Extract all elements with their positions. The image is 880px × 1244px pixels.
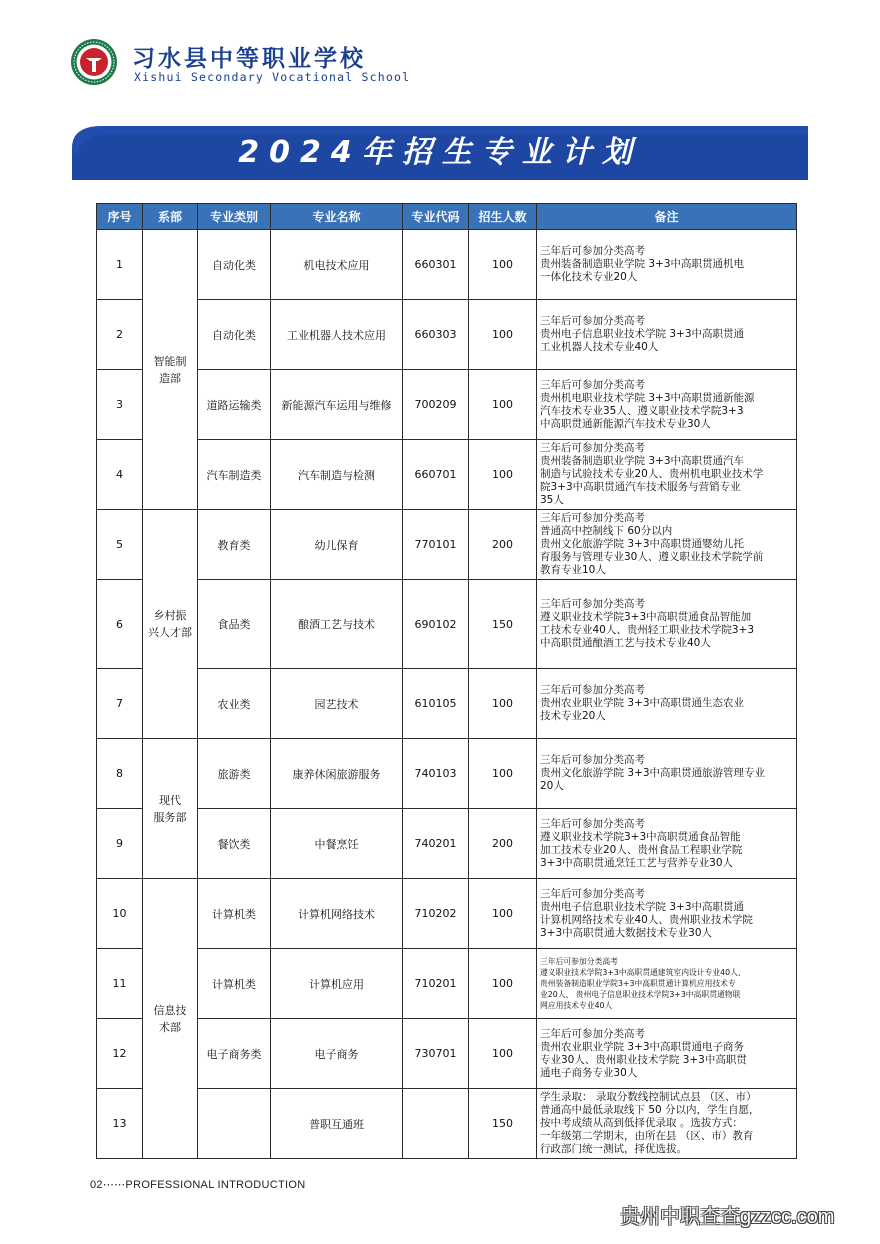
cell-note	[537, 510, 797, 580]
cell-no: 6	[97, 580, 143, 669]
table-row	[97, 879, 797, 949]
note-line: 贵州文化旅游学院 3+3中高职贯通旅游管理专业	[540, 767, 765, 779]
note-line: 制造与试验技术专业20人、贵州机电职业技术学	[540, 468, 764, 480]
table-row	[97, 440, 797, 510]
cell-category: 汽车制造类	[198, 440, 271, 510]
cell-no: 11	[97, 949, 143, 1019]
note-line: 按中考成绩从高到低择优录取 。选拔方式：	[540, 1117, 743, 1129]
cell-note	[537, 809, 797, 879]
page-footer: 02⋯⋯PROFESSIONAL INTRODUCTION	[90, 1179, 306, 1191]
note-line: 三年后可参加分类高考	[540, 957, 618, 966]
cell-count: 100	[469, 300, 537, 370]
note-line: 一体化技术专业20人	[540, 271, 638, 283]
cell-count: 150	[469, 1089, 537, 1159]
cell-major: 普职互通班	[271, 1089, 403, 1159]
cell-department	[143, 510, 198, 739]
note-line: 遵义职业技术学院3+3中高职贯通食品智能	[540, 830, 741, 843]
note-line: 贵州农业职业学院 3+3中高职贯通电子商务	[540, 1040, 744, 1053]
cell-department	[143, 230, 198, 510]
department-line: 术部	[159, 1020, 181, 1034]
cell-no: 1	[97, 230, 143, 300]
school-name-cn: 习水县中等职业学校	[132, 45, 366, 72]
cell-no: 2	[97, 300, 143, 370]
note-line: 计算机网络技术专业40人、贵州职业技术学院	[540, 913, 753, 926]
table-row	[97, 669, 797, 739]
cell-code: 700209	[403, 370, 469, 440]
cell-no: 8	[97, 739, 143, 809]
header-code: 专业代码	[403, 204, 469, 230]
department-line: 现代	[159, 793, 181, 807]
note-line: 35人	[540, 494, 564, 506]
cell-category: 旅游类	[198, 739, 271, 809]
cell-note	[537, 1089, 797, 1159]
cell-category	[198, 1089, 271, 1159]
note-line: 20人	[540, 780, 564, 792]
enrollment-table	[96, 203, 797, 1159]
note-line: 贵州电子信息职业技术学院 3+3中高职贯通	[540, 900, 744, 913]
note-line: 通电子商务专业30人	[540, 1066, 638, 1079]
cell-no: 7	[97, 669, 143, 739]
note-line: 三年后可参加分类高考	[540, 378, 645, 391]
cell-count: 200	[469, 809, 537, 879]
table-row	[97, 809, 797, 879]
table-row	[97, 510, 797, 580]
cell-major: 电子商务	[271, 1019, 403, 1089]
cell-count: 100	[469, 739, 537, 809]
cell-code: 740201	[403, 809, 469, 879]
note-line: 三年后可参加分类高考	[540, 315, 645, 327]
note-line: 3+3中高职贯通烹饪工艺与营养专业30人	[540, 856, 734, 869]
cell-no: 12	[97, 1019, 143, 1089]
department-line: 造部	[159, 371, 181, 385]
cell-count: 200	[469, 510, 537, 580]
cell-count: 100	[469, 669, 537, 739]
note-line: 专业30人、贵州职业技术学院 3+3中高职贯	[540, 1053, 747, 1066]
table-row	[97, 949, 797, 1019]
cell-category: 餐饮类	[198, 809, 271, 879]
note-line: 贵州装备制造职业学院 3+3中高职贯通汽车	[540, 455, 744, 467]
cell-no: 10	[97, 879, 143, 949]
cell-major: 工业机器人技术应用	[271, 300, 403, 370]
header-major: 专业名称	[271, 204, 403, 230]
cell-code: 770101	[403, 510, 469, 580]
cell-note	[537, 669, 797, 739]
note-line: 三年后可参加分类高考	[540, 817, 645, 830]
cell-count: 100	[469, 1019, 537, 1089]
note-line: 教育专业10人	[540, 564, 606, 576]
watermark: 贵州中职查查gzzcc.com	[620, 1206, 835, 1228]
note-line: 贵州农业职业学院 3+3中高职贯通生态农业	[540, 697, 744, 709]
cell-code: 710201	[403, 949, 469, 1019]
school-logo-icon	[70, 38, 118, 86]
cell-note	[537, 440, 797, 510]
cell-major: 酿酒工艺与技术	[271, 580, 403, 669]
cell-code: 660301	[403, 230, 469, 300]
cell-note	[537, 230, 797, 300]
note-line: 育服务与管理专业30人、遵义职业技术学院学前	[540, 551, 764, 563]
cell-note	[537, 580, 797, 669]
cell-code: 740103	[403, 739, 469, 809]
cell-note	[537, 300, 797, 370]
cell-department	[143, 739, 198, 879]
table-row	[97, 1089, 797, 1159]
note-line: 三年后可参加分类高考	[540, 245, 645, 257]
table-header-row	[97, 204, 797, 230]
note-line: 加工技术专业20人、贵州食品工程职业学院	[540, 843, 743, 856]
cell-category: 道路运输类	[198, 370, 271, 440]
cell-major: 计算机网络技术	[271, 879, 403, 949]
cell-category: 电子商务类	[198, 1019, 271, 1089]
note-line: 三年后可参加分类高考	[540, 512, 645, 524]
school-name-en: Xishui Secondary Vocational School	[134, 70, 411, 84]
note-line: 三年后可参加分类高考	[540, 887, 645, 900]
cell-note	[537, 879, 797, 949]
note-line: 三年后可参加分类高考	[540, 684, 645, 696]
header-category: 专业类别	[198, 204, 271, 230]
cell-department	[143, 879, 198, 1159]
cell-no: 9	[97, 809, 143, 879]
note-line: 普通高中控制线下 60分以内	[540, 525, 673, 537]
note-line: 贵州文化旅游学院 3+3中高职贯通婴幼儿托	[540, 538, 744, 550]
cell-code: 660701	[403, 440, 469, 510]
note-line: 中高职贯通新能源汽车技术专业30人	[540, 417, 711, 430]
note-line: 贵州装备制造职业学院3+3中高职贯通计算机应用技术专	[540, 979, 736, 988]
note-line: 三年后可参加分类高考	[540, 598, 645, 610]
note-line: 工技术专业40人、贵州轻工职业技术学院3+3	[540, 624, 755, 636]
header-count: 招生人数	[469, 204, 537, 230]
cell-code	[403, 1089, 469, 1159]
note-line: 院3+3中高职贯通汽车技术服务与营销专业	[540, 481, 741, 493]
note-line: 业20人、 贵州电子信息职业技术学院3+3中高职贯通物联	[540, 990, 741, 999]
cell-count: 100	[469, 230, 537, 300]
cell-major: 新能源汽车运用与维修	[271, 370, 403, 440]
cell-category: 农业类	[198, 669, 271, 739]
department-line: 服务部	[153, 810, 187, 824]
cell-note	[537, 739, 797, 809]
cell-code: 660303	[403, 300, 469, 370]
cell-category: 计算机类	[198, 879, 271, 949]
note-line: 遵义职业技术学院3+3中高职贯通食品智能加	[540, 611, 752, 623]
cell-count: 100	[469, 879, 537, 949]
cell-no: 13	[97, 1089, 143, 1159]
header-note: 备注	[537, 204, 797, 230]
department-line: 兴人才部	[148, 626, 192, 639]
table-row	[97, 739, 797, 809]
cell-no: 3	[97, 370, 143, 440]
cell-code: 730701	[403, 1019, 469, 1089]
department-line: 乡村振	[153, 609, 187, 622]
cell-code: 710202	[403, 879, 469, 949]
cell-major: 康养休闲旅游服务	[271, 739, 403, 809]
note-line: 贵州装备制造职业学院 3+3中高职贯通机电	[540, 258, 744, 270]
note-line: 一年级第二学期末，由所在县 （区、市）教育	[540, 1130, 754, 1142]
note-line: 三年后可参加分类高考	[540, 754, 645, 766]
cell-no: 5	[97, 510, 143, 580]
note-line: 中高职贯通酿酒工艺与技术专业40人	[540, 637, 711, 649]
note-line: 普通高中最低录取线下 50 分以内，学生自愿，	[540, 1104, 760, 1116]
cell-count: 150	[469, 580, 537, 669]
cell-count: 100	[469, 370, 537, 440]
note-line: 遵义职业技术学院3+3中高职贯通建筑室内设计专业40人、	[540, 968, 746, 977]
note-line: 技术专业20人	[540, 710, 606, 722]
table-row	[97, 370, 797, 440]
cell-major: 中餐烹饪	[271, 809, 403, 879]
cell-category: 自动化类	[198, 230, 271, 300]
note-line: 3+3中高职贯通大数据技术专业30人	[540, 926, 713, 939]
cell-note	[537, 370, 797, 440]
note-line: 贵州机电职业技术学院 3+3中高职贯通新能源	[540, 391, 755, 404]
cell-major: 机电技术应用	[271, 230, 403, 300]
note-line: 三年后可参加分类高考	[540, 1027, 645, 1040]
cell-note	[537, 1019, 797, 1089]
cell-count: 100	[469, 949, 537, 1019]
header-no: 序号	[97, 204, 143, 230]
cell-category: 教育类	[198, 510, 271, 580]
department-line: 智能制	[153, 354, 187, 368]
note-line: 工业机器人技术专业40人	[540, 341, 659, 353]
note-line: 学生录取： 录取分数线控制试点县 （区、市）	[540, 1091, 757, 1103]
table-row	[97, 300, 797, 370]
page-title: 2024年招生专业计划	[238, 135, 642, 170]
cell-category: 食品类	[198, 580, 271, 669]
cell-category: 自动化类	[198, 300, 271, 370]
note-line: 网应用技术专业40人	[540, 1001, 613, 1010]
cell-major: 计算机应用	[271, 949, 403, 1019]
note-line: 三年后可参加分类高考	[540, 442, 645, 454]
table-row	[97, 580, 797, 669]
cell-code: 690102	[403, 580, 469, 669]
note-line: 汽车技术专业35人、遵义职业技术学院3+3	[540, 404, 744, 417]
cell-count: 100	[469, 440, 537, 510]
cell-no: 4	[97, 440, 143, 510]
cell-code: 610105	[403, 669, 469, 739]
table-row	[97, 230, 797, 300]
cell-category: 计算机类	[198, 949, 271, 1019]
department-line: 信息技	[153, 1003, 187, 1017]
cell-note	[537, 949, 797, 1019]
note-line: 贵州电子信息职业技术学院 3+3中高职贯通	[540, 328, 744, 340]
note-line: 行政部门统一测试，择优选拔。	[540, 1143, 687, 1155]
table-row	[97, 1019, 797, 1089]
header-department: 系部	[143, 204, 198, 230]
cell-major: 幼儿保育	[271, 510, 403, 580]
cell-major: 汽车制造与检测	[271, 440, 403, 510]
cell-major: 园艺技术	[271, 669, 403, 739]
